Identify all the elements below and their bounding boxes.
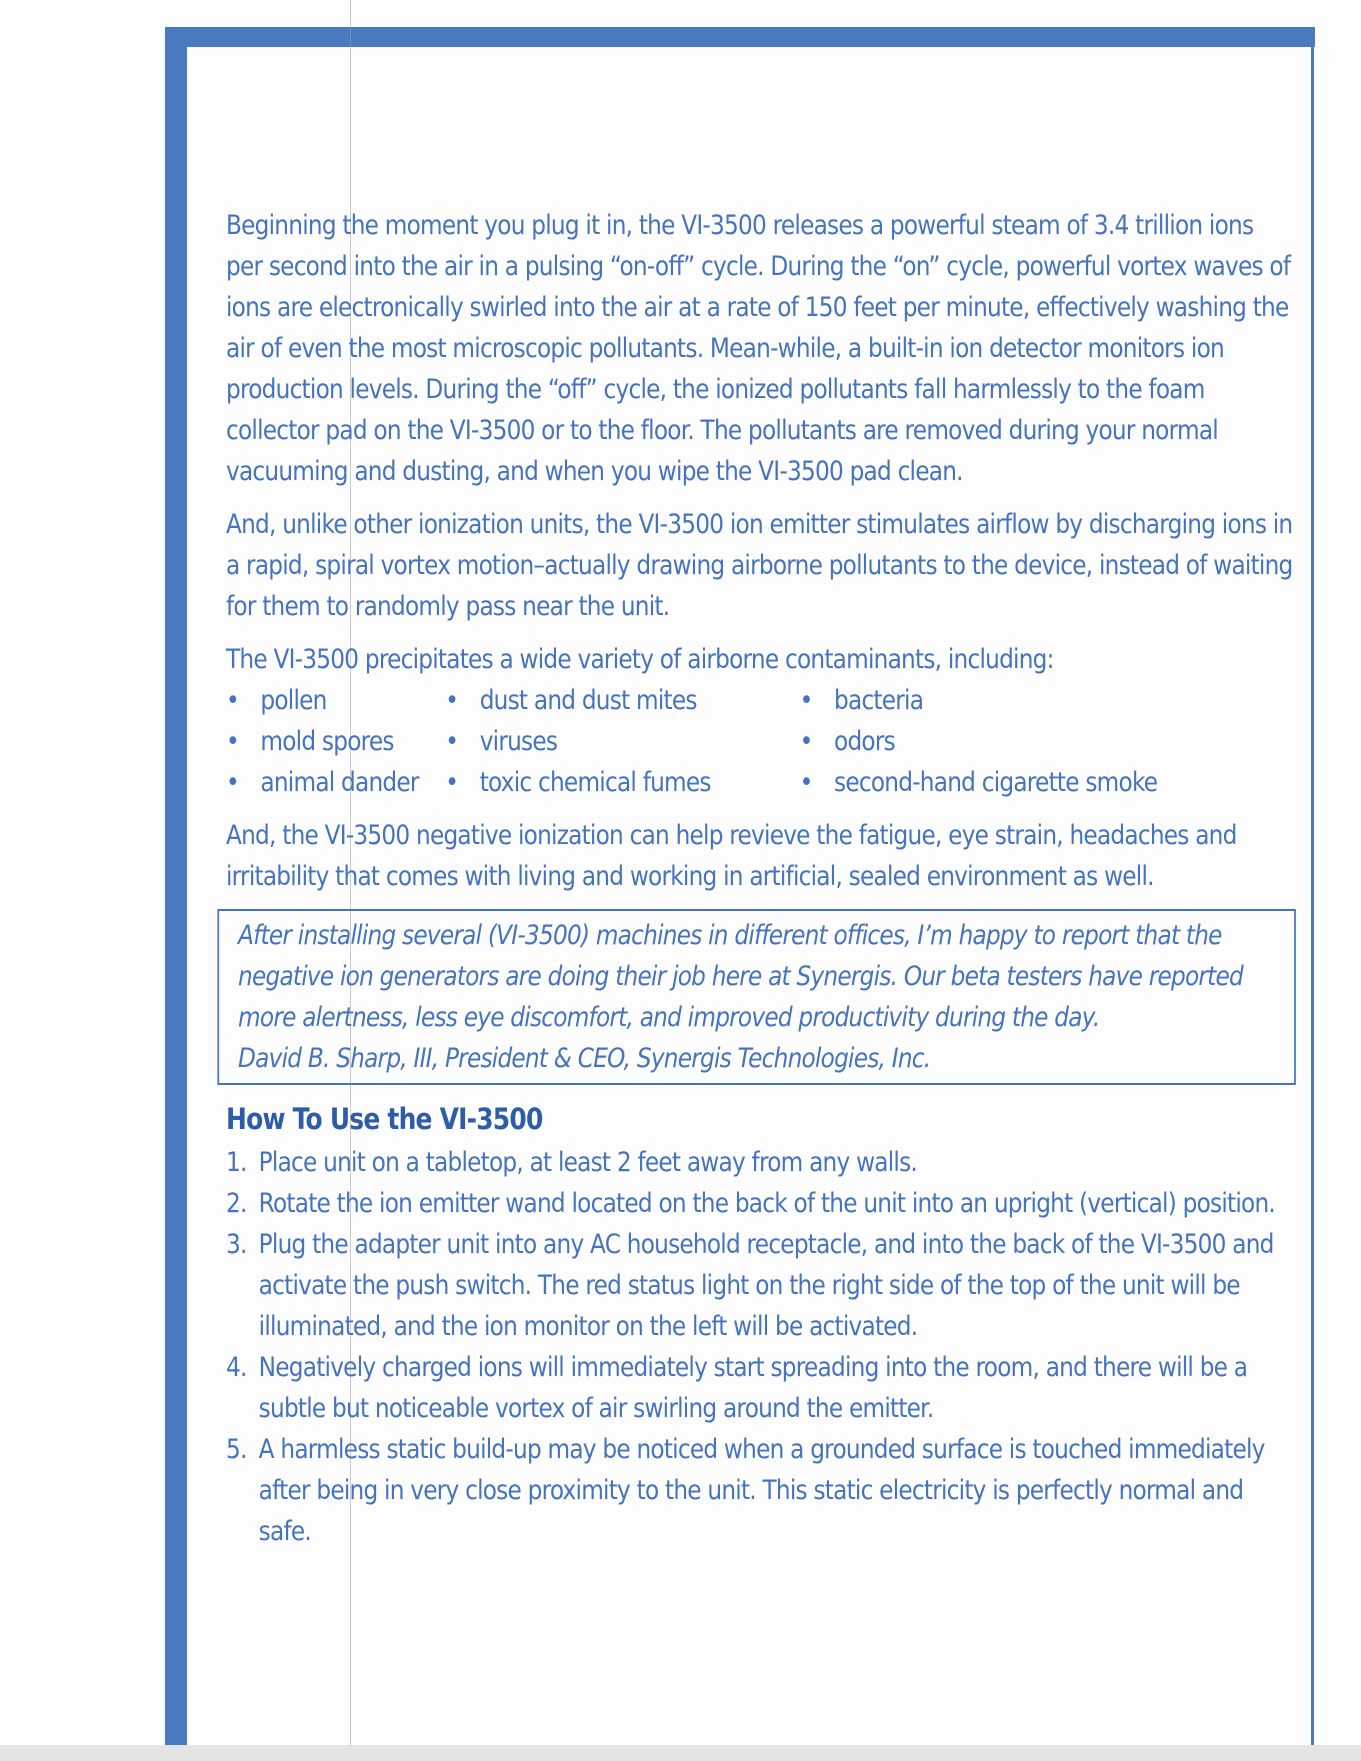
list-item: • dust and dust mites (445, 680, 799, 721)
list-item: 4. Negatively charged ions will immediately start spreading into the room, and there will be a subtle but noticeable vortex of air swirling around the emitter. (226, 1352, 1248, 1424)
list-item: • toxic chemical fumes (445, 762, 799, 803)
bullet-icon: • (226, 685, 239, 716)
bullet-icon: • (799, 726, 813, 757)
benefit-paragraph: And, the VI-3500 negative ionization can help revieve the fatigue, eye strain, headaches and irritability that comes with living and working in artificial, sealed environment as well. (226, 820, 1237, 892)
bullet-icon: • (226, 767, 239, 798)
list-item: 3. Plug the adapter unit into any AC household receptacle, and into the back of the VI-3500 and activate the push switch. The red status light on the right side of the top of the unit will be illuminated, and the ion monitor on the left will be activated. (226, 1229, 1274, 1342)
testimonial-text: After installing several (VI-3500) machines in different offices, I’m happy to report that the negative ion generators are doing their job here at Synergis. Our beta testers have reported more alertness, less eye discomfort, and improved productivity during the day. (238, 920, 1243, 1033)
howto-steps (226, 1142, 1296, 1552)
testimonial-attribution: David B. Sharp, III, President & CEO, Synergis Technologies, Inc. (238, 1043, 931, 1074)
list-item: • second-hand cigarette smoke (800, 762, 1296, 803)
list-item: • mold spores (226, 721, 445, 762)
list-item: 5. A harmless static build-up may be noticed when a grounded surface is touched immediately after being in very close proximity to the unit. This static electricity is perfectly normal and safe. (226, 1434, 1265, 1547)
list-item: • viruses (445, 721, 799, 762)
bullet-icon: • (226, 726, 239, 757)
top-border-bar (165, 27, 1315, 47)
list-item: • odors (800, 721, 1296, 762)
testimonial-box (217, 909, 1295, 1085)
intro-paragraph-1: Beginning the moment you plug it in, the VI-3500 releases a powerful steam of 3.4 trillion ions per second into the air in a pulsing “on-off” cycle. During the “on” cycle, powerful vortex waves of ions are electronically swirled into the air at a rate of 150 feet per minute, effectively washing the air of even the most microscopic pollutants. Mean-while, a built-in ion detector monitors ion production levels. During the “off” cycle, the ionized pollutants fall harmlessly to the foam collector pad on the VI-3500 or to the floor. The pollutants are removed during your normal vacuuming and dusting, and when you wipe the VI-3500 pad clean. (226, 210, 1291, 487)
list-item: 2. Rotate the ion emitter wand located on the back of the unit into an upright (vertical) position. (226, 1188, 1276, 1219)
howto-heading: How To Use the VI-3500 (226, 1102, 543, 1136)
list-item: • bacteria (800, 680, 1296, 721)
intro-paragraph-2: And, unlike other ionization units, the VI-3500 ion emitter stimulates airflow by discharging ions in a rapid, spiral vortex motion–actually drawing airborne pollutants to the device, instead of waiting for them to randomly pass near the unit. (226, 509, 1293, 622)
list-item: • animal dander (226, 762, 445, 803)
bullet-icon: • (445, 685, 459, 716)
contaminants-intro: The VI-3500 precipitates a wide variety of airborne contaminants, including: (226, 644, 1054, 675)
bullet-icon: • (799, 767, 813, 798)
bullet-icon: • (445, 767, 459, 798)
bullet-icon: • (445, 726, 459, 757)
list-item: • pollen (226, 680, 445, 721)
bullet-icon: • (799, 685, 813, 716)
left-border-bar (165, 27, 187, 1745)
contaminants-list (226, 680, 1296, 803)
right-border-rule (1311, 27, 1314, 1745)
bottom-scan-band (0, 1745, 1361, 1761)
document-body (226, 205, 1296, 1552)
list-item: 1. Place unit on a tabletop, at least 2 feet away from any walls. (226, 1147, 918, 1178)
